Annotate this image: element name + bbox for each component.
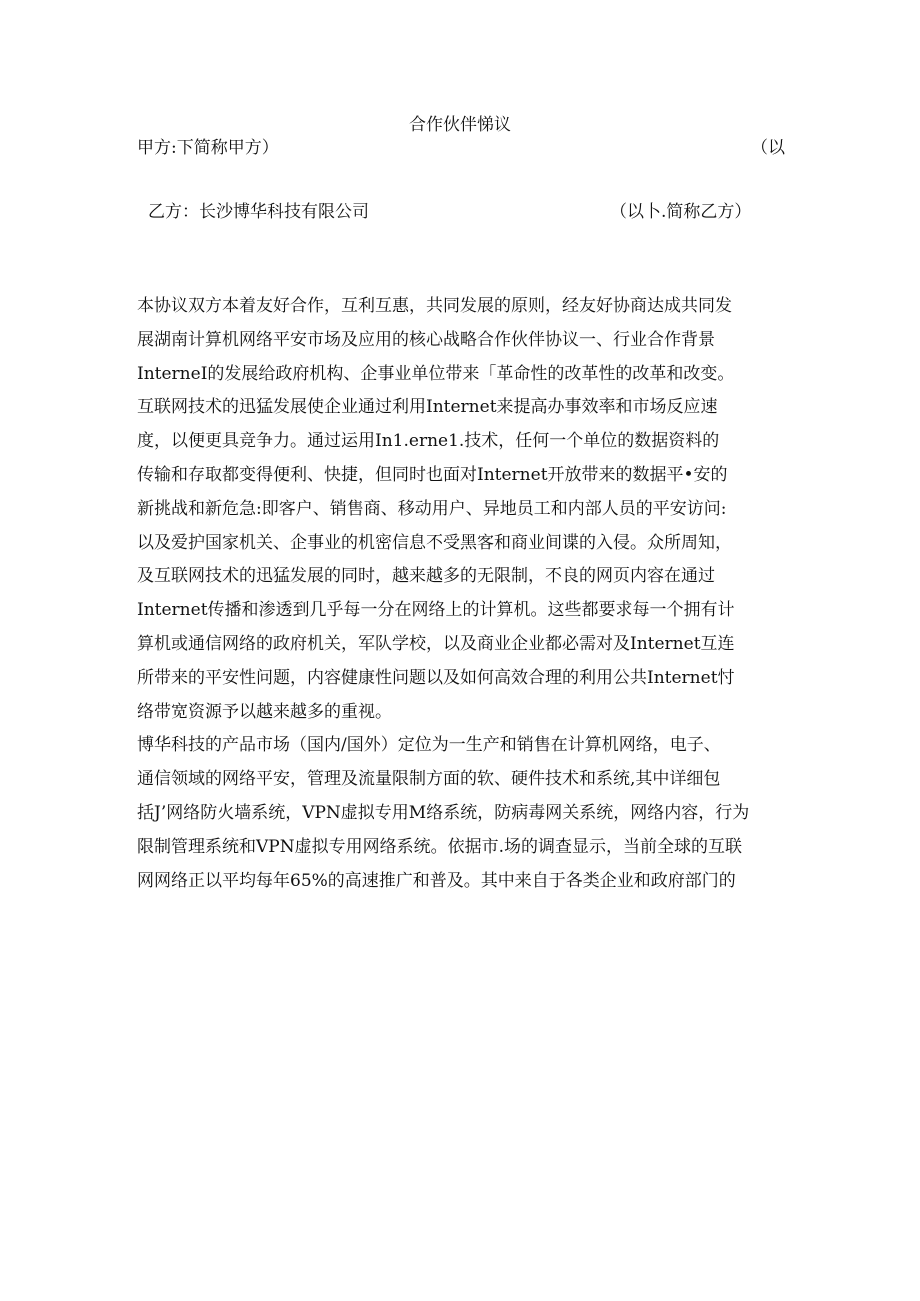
body-line: 算机或通信网络的政府机关，军队学校，以及商业企业都必需对及Internet互连	[137, 633, 735, 654]
body-line: 本协议双方本着友好合作，互利互惠，共同发展的原则，经友好协商达成共同发	[137, 296, 732, 316]
body-line: 络带宽资源予以越来越多的重视。	[137, 701, 392, 722]
body-line: InterneI的发展给政府机构、企事业单位带来「革命性的改革性的改革和改变。	[137, 363, 735, 384]
body-line: 博华科技的产品市场（国内/国外）定位为一生产和销售在计算机网络，电子、	[137, 735, 721, 756]
body-line: 互联网技术的迅猛发展使企业通过利用Internet来提高办事效率和市场反应速	[137, 397, 718, 418]
body-line: 及互联网技术的迅猛发展的同时，越来越多的无限制，不良的网页内容在通过	[137, 566, 715, 587]
body-line: 传输和存取都变得便利、快捷，但同时也面对Internet开放带来的数据平•安的	[137, 464, 728, 485]
party-b-label: 乙方：长沙博华科技有限公司	[148, 202, 369, 222]
body-line: 展湖南计算机网络平安市场及应用的核心战略合作伙伴协议一、行业合作背景	[137, 329, 715, 350]
body-line: 通信领域的网络平安，管理及流量限制方面的软、硬件技术和系统,其中详细包	[137, 769, 721, 790]
party-a-label: 甲方:下简称甲方）	[137, 138, 279, 158]
document-title: 合作伙伴悌议	[409, 115, 511, 135]
body-line: 所带来的平安性问题，内容健康性问题以及如何高效合理的利用公共Internet忖	[137, 667, 735, 688]
body-line: Internet传播和渗透到几乎每一分在网络上的计算机。这些都要求每一个拥有计	[137, 600, 735, 621]
body-line: 度，以便更具竞争力。通过运用In1.erne1.技术，任何一个单位的数据资料的	[137, 431, 720, 452]
party-b-note: （以卜.简称乙方）	[610, 202, 752, 222]
party-a-note: （以	[751, 138, 785, 158]
agreement-body	[137, 290, 797, 898]
body-line: 限制管理系统和VPN虚拟专用网络系统。依据市.场的调查显示，当前全球的互联	[137, 836, 742, 857]
body-line: 网网络正以平均每年65%的高速推广和普及。其中来自于各类企业和政府部门的	[137, 870, 736, 891]
body-line: 以及爱护国家机关、企事业的机密信息不受黑客和商业间谍的入侵。众所周知，	[137, 532, 732, 553]
body-line: 括J’网络防火墙系统，VPN虚拟专用M络系统，防病毒网关系统，网络内容，行为	[137, 802, 750, 823]
body-line: 新挑战和新危急:即客户、销售商、移动用户、异地员工和内部人员的平安访问:	[137, 498, 727, 519]
